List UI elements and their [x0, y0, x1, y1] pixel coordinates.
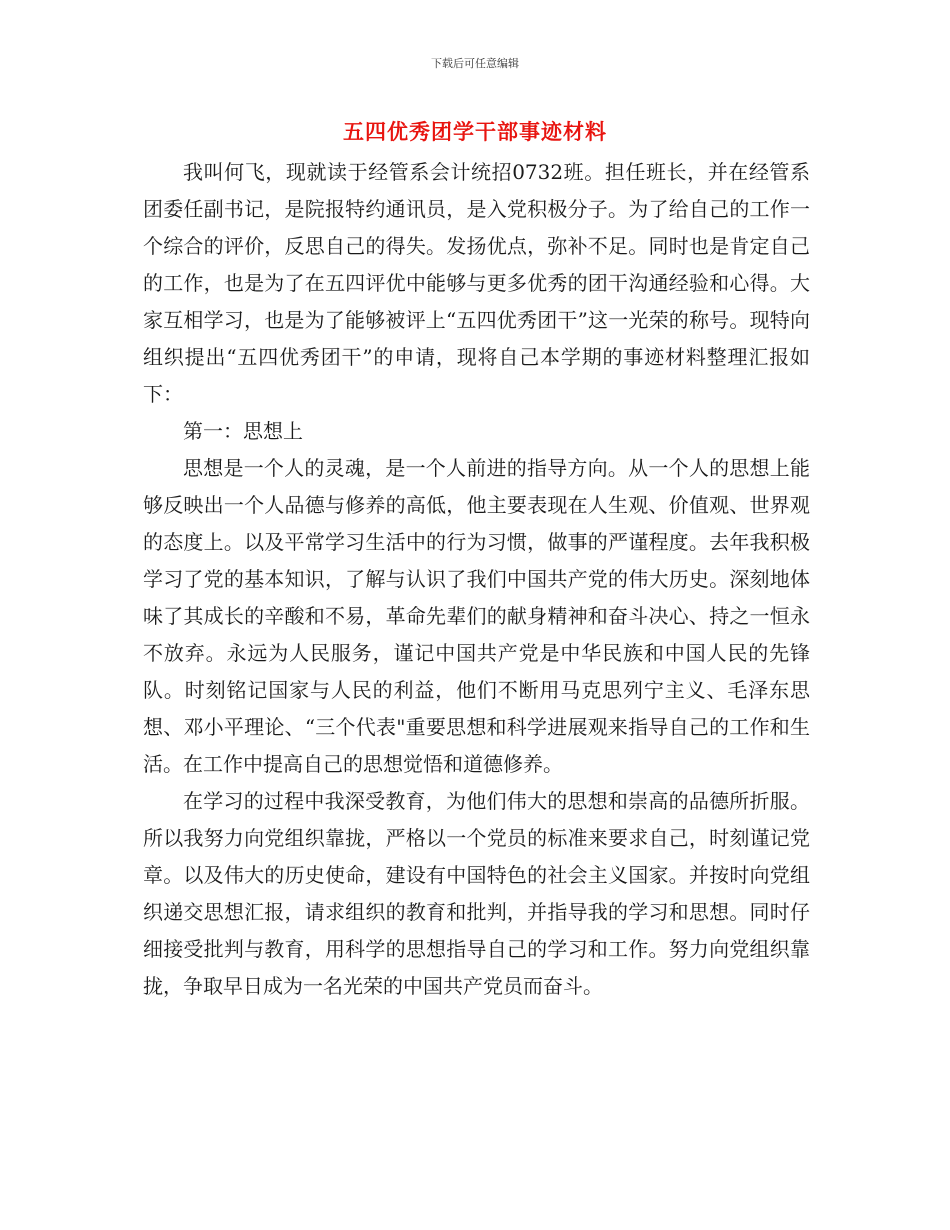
section-heading-thought: 第一：思想上	[183, 419, 303, 443]
paragraph-thought: 思想是一个人的灵魂，是一个人前进的指导方向。从一个人的思想上能够反映出一个人品德与修养的高低，他主要表现在人生观、价值观、世界观的态度上。以及平常学习生活中的行为习惯，做事的严谨程度。去年我积极学习了党的基本知识，了解与认识了我们中国共产党的伟大历史。深刻地体味了其成长的辛酸和不易，革命先辈们的献身精神和奋斗决心、持之一恒永不放弃。永远为人民服务，谨记中国共产党是中华民族和中国人民的先锋队。时刻铭记国家与人民的利益，他们不断用马克思列宁主义、毛泽东思想、邓小平理论、“三个代表"重要思想和科学进展观来指导自己的工作和生活。在工作中提高自己的思想觉悟和道德修养。	[143, 456, 810, 776]
paragraph-intro: 我叫何飞，现就读于经管系会计统招0732班。担任班长，并在经管系团委任副书记，是院报特约通讯员，是入党积极分子。为了给自己的工作一个综合的评价，反思自己的得失。发扬优点，弥补不足。同时也是肯定自己的工作，也是为了在五四评优中能够与更多优秀的团干沟通经验和心得。大家互相学习，也是为了能够被评上“五四优秀团干”这一光荣的称号。现特向组织提出“五四优秀团干”的申请，现将自己本学期的事迹材料整理汇报如下：	[143, 160, 810, 406]
document-body	[143, 154, 810, 1005]
paragraph-learning: 在学习的过程中我深受教育，为他们伟大的思想和崇高的品德所折服。所以我努力向党组织靠拢，严格以一个党员的标准来要求自己，时刻谨记党章。以及伟大的历史使命，建设有中国特色的社会主义国家。并按时向党组织递交思想汇报，请求组织的教育和批判，并指导我的学习和思想。同时仔细接受批判与教育，用科学的思想指导自己的学习和工作。努力向党组织靠拢，争取早日成为一名光荣的中国共产党员而奋斗。	[143, 789, 810, 998]
document-title: 五四优秀团学干部事迹材料	[343, 119, 607, 144]
header-note: 下载后可任意编辑	[431, 57, 519, 70]
